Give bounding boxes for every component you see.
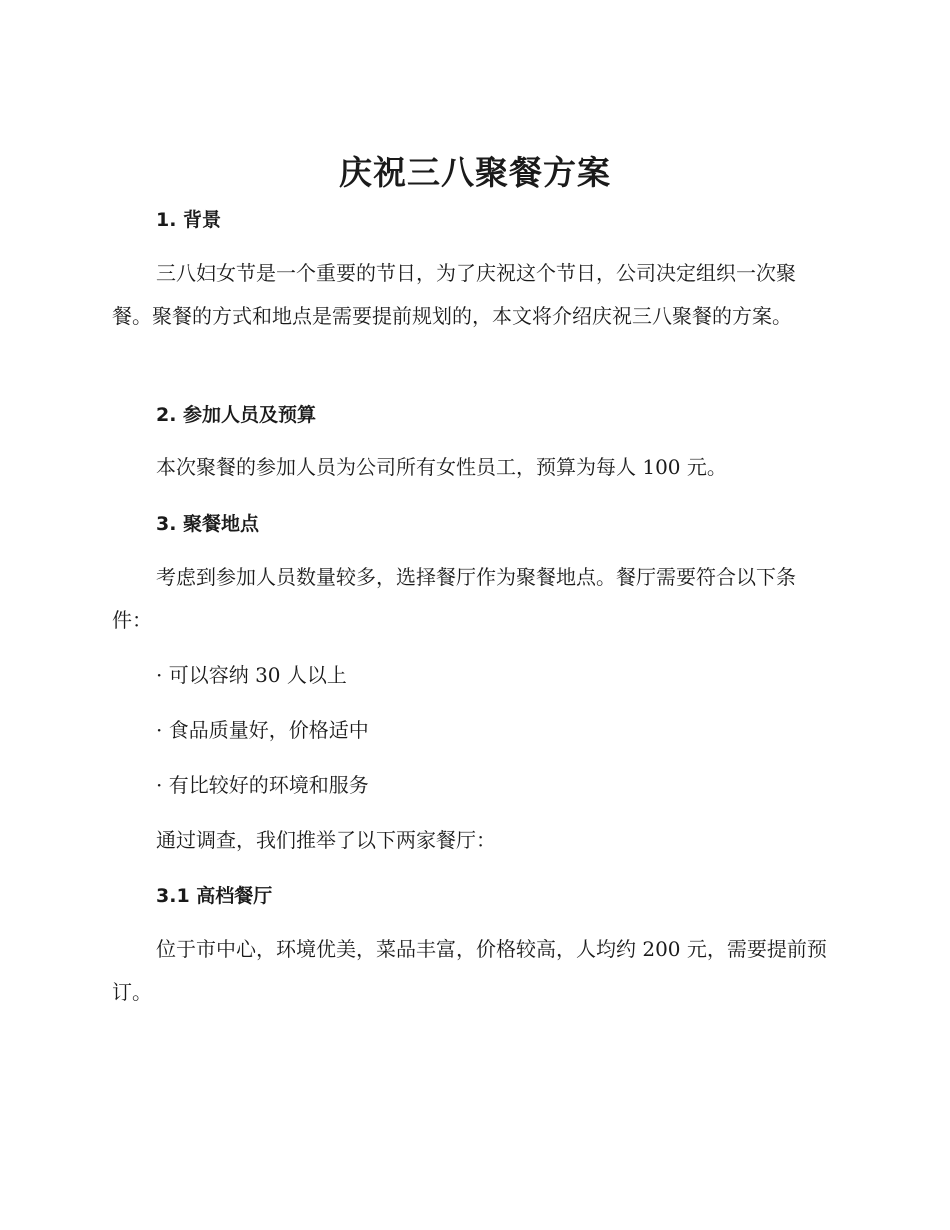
section-heading-background: 1. 背景 (156, 209, 222, 231)
requirement-item: · 食品质量好，价格适中 (156, 718, 369, 742)
section-heading-location: 3. 聚餐地点 (156, 513, 260, 535)
document-title: 庆祝三八聚餐方案 (339, 153, 611, 192)
requirement-item: · 有比较好的环境和服务 (156, 773, 369, 797)
location-paragraph: 考虑到参加人员数量较多，选择餐厅作为聚餐地点。餐厅需要符合以下条件： (112, 565, 796, 632)
high-end-restaurant-paragraph: 位于市中心，环境优美，菜品丰富，价格较高，人均约 200 元，需要提前预订。 (112, 937, 827, 1004)
section-heading-participants: 2. 参加人员及预算 (156, 404, 317, 426)
section-heading-high-end-restaurant: 3.1 高档餐厅 (156, 885, 273, 907)
survey-paragraph: 通过调查，我们推举了以下两家餐厅： (156, 828, 496, 852)
participants-paragraph: 本次聚餐的参加人员为公司所有女性员工，预算为每人 100 元。 (156, 455, 727, 479)
background-paragraph: 三八妇女节是一个重要的节日，为了庆祝这个节日，公司决定组织一次聚餐。聚餐的方式和地点是需要提前规划的，本文将介绍庆祝三八聚餐的方案。 (112, 261, 796, 328)
requirement-item: · 可以容纳 30 人以上 (156, 663, 347, 687)
